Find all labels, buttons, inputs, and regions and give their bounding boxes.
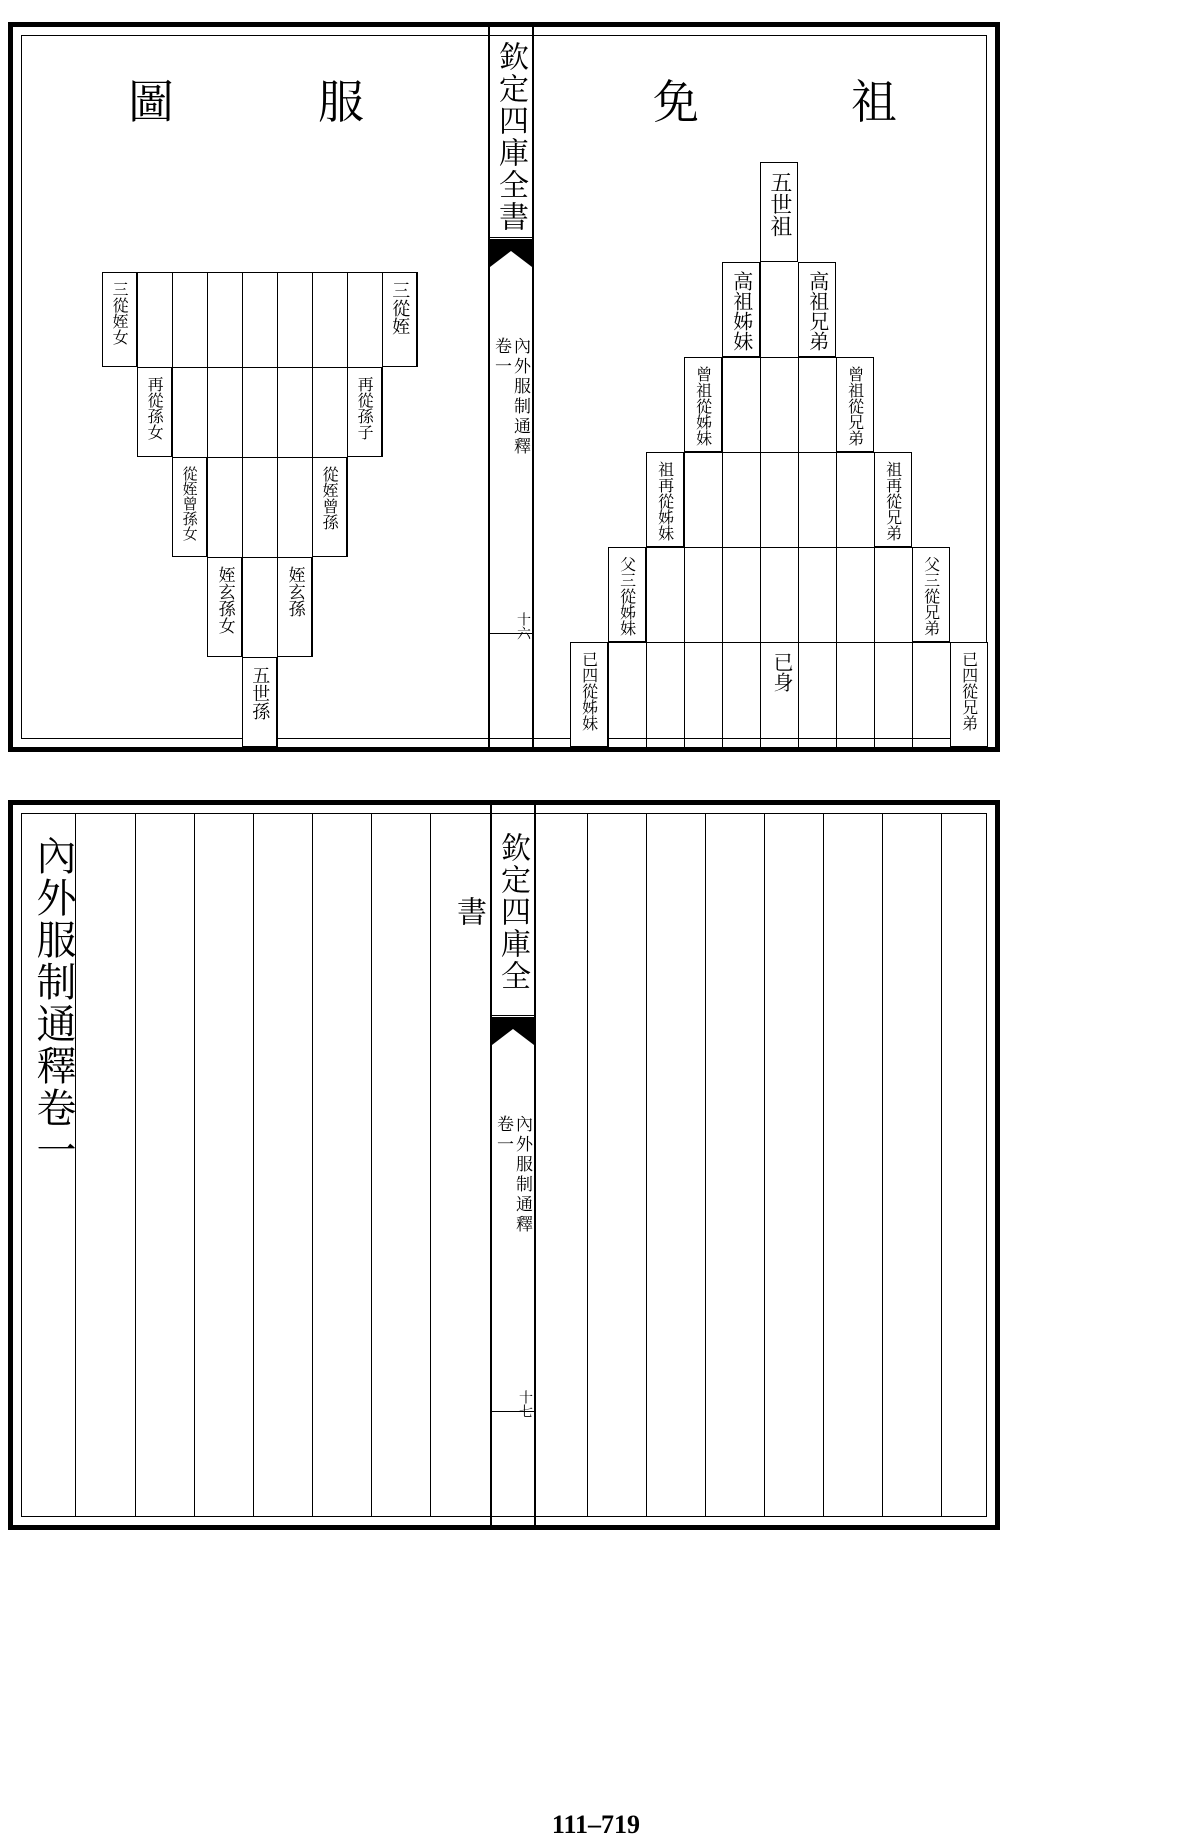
descendant-left-label: 三從姪女 — [110, 281, 130, 345]
ancestor-right-label: 已四從兄弟 — [959, 651, 979, 731]
column-rule — [430, 813, 431, 1517]
ancestor-right-label: 祖再從兄弟 — [883, 461, 903, 541]
descendant-left-cell — [137, 367, 172, 457]
ancestor-right-label: 父三從兄弟 — [921, 556, 941, 636]
descendant-grid-line — [277, 272, 278, 747]
ancestor-self-label: 已身 — [770, 652, 794, 692]
bottom-banxin-leaf-number: 十七 — [517, 1390, 533, 1418]
chapter-title-column: 內外服制通釋卷一 — [30, 835, 76, 1171]
top-banxin-leaf-number: 十六 — [515, 612, 531, 640]
descendant-grid-line — [417, 272, 418, 367]
bottom-banxin-divider-upper — [492, 1015, 534, 1016]
top-page — [8, 22, 1000, 752]
descendant-left-label: 姪玄孫女 — [214, 566, 235, 634]
heading-char-mian: 免 — [653, 75, 699, 129]
descendant-grid-line — [137, 272, 138, 367]
descendant-grid-line — [172, 272, 173, 457]
descendant-tier-line — [102, 272, 417, 273]
top-banxin-work-title: 內外服制通釋 — [510, 337, 530, 457]
heading-char-fu: 服 — [318, 75, 364, 129]
column-rule — [941, 813, 942, 1517]
column-rule — [587, 813, 588, 1517]
descendant-bottom-label: 五世孫 — [249, 666, 271, 720]
ancestor-apex-label: 五世祖 — [766, 171, 792, 237]
descendant-right-cell — [312, 457, 347, 557]
descendant-left-cell — [172, 457, 207, 557]
bottom-banxin-work-title: 內外服制通釋 — [512, 1115, 532, 1235]
descendant-bottom-cell — [242, 657, 277, 747]
ancestor-right-label: 高祖兄弟 — [805, 271, 830, 351]
descendant-grid-line — [242, 272, 243, 657]
page-number: 111–719 — [551, 1810, 641, 1839]
descendant-right-cell — [347, 367, 382, 457]
bottom-fishtail-mark — [492, 1017, 534, 1047]
descendant-right-label: 姪玄孫 — [284, 566, 305, 617]
column-rule — [646, 813, 647, 1517]
bottom-page — [8, 800, 1000, 1530]
column-rule — [882, 813, 883, 1517]
column-rule — [823, 813, 824, 1517]
ancestor-left-label: 已四從姊妹 — [579, 651, 599, 731]
top-banxin-book-title: 欽定四庫全書 — [493, 41, 528, 233]
column-rule — [312, 813, 313, 1517]
descendant-grid-line — [207, 272, 208, 557]
descendant-right-label: 再從孫子 — [355, 376, 375, 440]
column-rule — [253, 813, 254, 1517]
bottom-banxin-volume: 卷一 — [493, 1115, 513, 1155]
bottom-banxin-book-title: 欽定四庫全書 — [451, 832, 530, 992]
descendant-left-cell — [207, 557, 242, 657]
column-rule — [371, 813, 372, 1517]
ancestor-left-label: 高祖姊妹 — [729, 271, 754, 351]
heading-char-zu: 祖 — [851, 75, 897, 129]
column-rule — [705, 813, 706, 1517]
bottom-banxin — [451, 805, 536, 1525]
descendant-tier-line — [137, 367, 382, 368]
descendant-right-cell — [277, 557, 312, 657]
descendant-right-label: 從姪曾孫 — [320, 466, 340, 530]
descendant-right-label: 三從姪 — [389, 281, 411, 335]
column-rule — [135, 813, 136, 1517]
descendant-left-cell — [102, 272, 137, 367]
column-rule — [764, 813, 765, 1517]
descendant-left-label: 從姪曾孫女 — [180, 466, 199, 541]
descendant-left-label: 再從孫女 — [145, 376, 165, 440]
ancestor-left-label: 曾祖從姊妹 — [693, 366, 713, 446]
column-rule — [194, 813, 195, 1517]
heading-char-tu: 圖 — [128, 75, 174, 129]
ancestor-left-label: 祖再從姊妹 — [655, 461, 675, 541]
top-banxin-volume: 卷一 — [491, 337, 511, 377]
descendant-chart — [13, 27, 1005, 757]
ancestor-left-label: 父三從姊妹 — [617, 556, 637, 636]
ancestor-right-label: 曾祖從兄弟 — [845, 366, 865, 446]
descendant-right-cell — [382, 272, 417, 367]
